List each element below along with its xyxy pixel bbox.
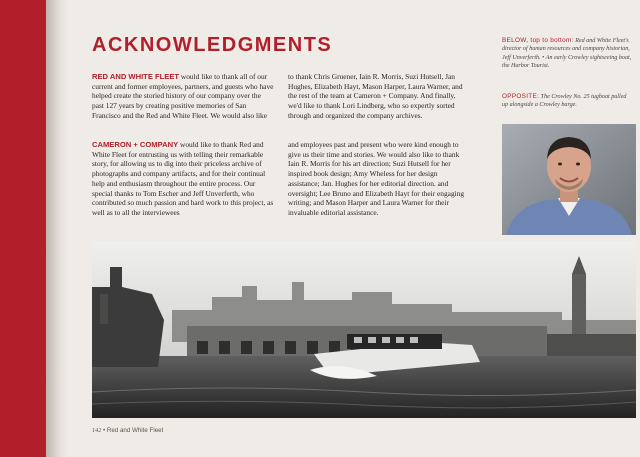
caption-opposite-text: The Crowley No. 25 tugboat pulled up alongside a Crowley barge. <box>502 94 627 109</box>
book-gutter-shadow <box>46 0 68 457</box>
para1-column-left <box>92 72 274 121</box>
para2-text: would like to thank Red and White Fleet for entrusting us with telling their remarkable story, for allowing us to dig into their priceless archive of photographs and company artifacts, and for their continual help and enthusiasm throughout the entire process. Our special thanks to Tom Escher and Jeff Unverferth, who contributed so much passion and hard work to this project, as well as to all the interviewees <box>92 140 274 217</box>
caption-below-lead: BELOW, top to bottom: <box>502 37 574 44</box>
harbor-photo <box>92 242 636 418</box>
para2-column-right: and employees past and present who were kind enough to give us their time and stories. We would also like to thank Iain R. Morris for his art direction; Suzi Hutsell for her inspired book design; Amy Wheless for her design assistance; Jan. Hughes for her editorial direction. and oversight; Lee Bruno and Elizabeth Hayt for their engaging writing; and Mason Harper and Laura Warner for their invaluable editorial assistance. <box>288 140 465 217</box>
page-folio <box>92 427 163 434</box>
folio-separator: • <box>101 427 107 434</box>
caption-below-text: Red and White Fleet's director of human resources and company historian, Jeff Unverferth. • An early Crowley sightseeing boat, the Harbor Tourist. <box>502 38 632 69</box>
harbor-illustration <box>92 242 636 418</box>
page-number: 142 <box>92 427 102 434</box>
red-margin-bar <box>0 0 46 457</box>
para1-lead: RED AND WHITE FLEET <box>92 72 180 81</box>
para1-column-right: to thank Chris Gruener, Iain R. Morris, Suzi Hutsell, Jan Hughes, Elizabeth Hayt, Mason Harper, Laura Warner, and the rest of the team at Cameron + Company. And finally, we'd like to thank Lori Lindberg, who so expertly sorted through and organized the company archives. <box>288 72 463 120</box>
portrait-illustration <box>502 124 636 235</box>
portrait-photo <box>502 124 636 235</box>
page-heading: ACKNOWLEDGMENTS <box>92 34 333 56</box>
caption-below <box>502 37 634 70</box>
para2-lead: CAMERON + COMPANY <box>92 140 179 149</box>
running-title: Red and White Fleet <box>106 427 164 434</box>
caption-opposite <box>502 93 634 110</box>
para1-text: would like to thank all of our current and former employees, partners, and guests who have helped create the storied history of our company over the past 127 years by creating positive memories of San Francisco and the Red and White Fleet. We would also like <box>92 72 274 120</box>
para2-column-left <box>92 140 274 218</box>
book-page <box>68 0 640 457</box>
caption-opposite-lead: OPPOSITE: <box>502 93 540 100</box>
